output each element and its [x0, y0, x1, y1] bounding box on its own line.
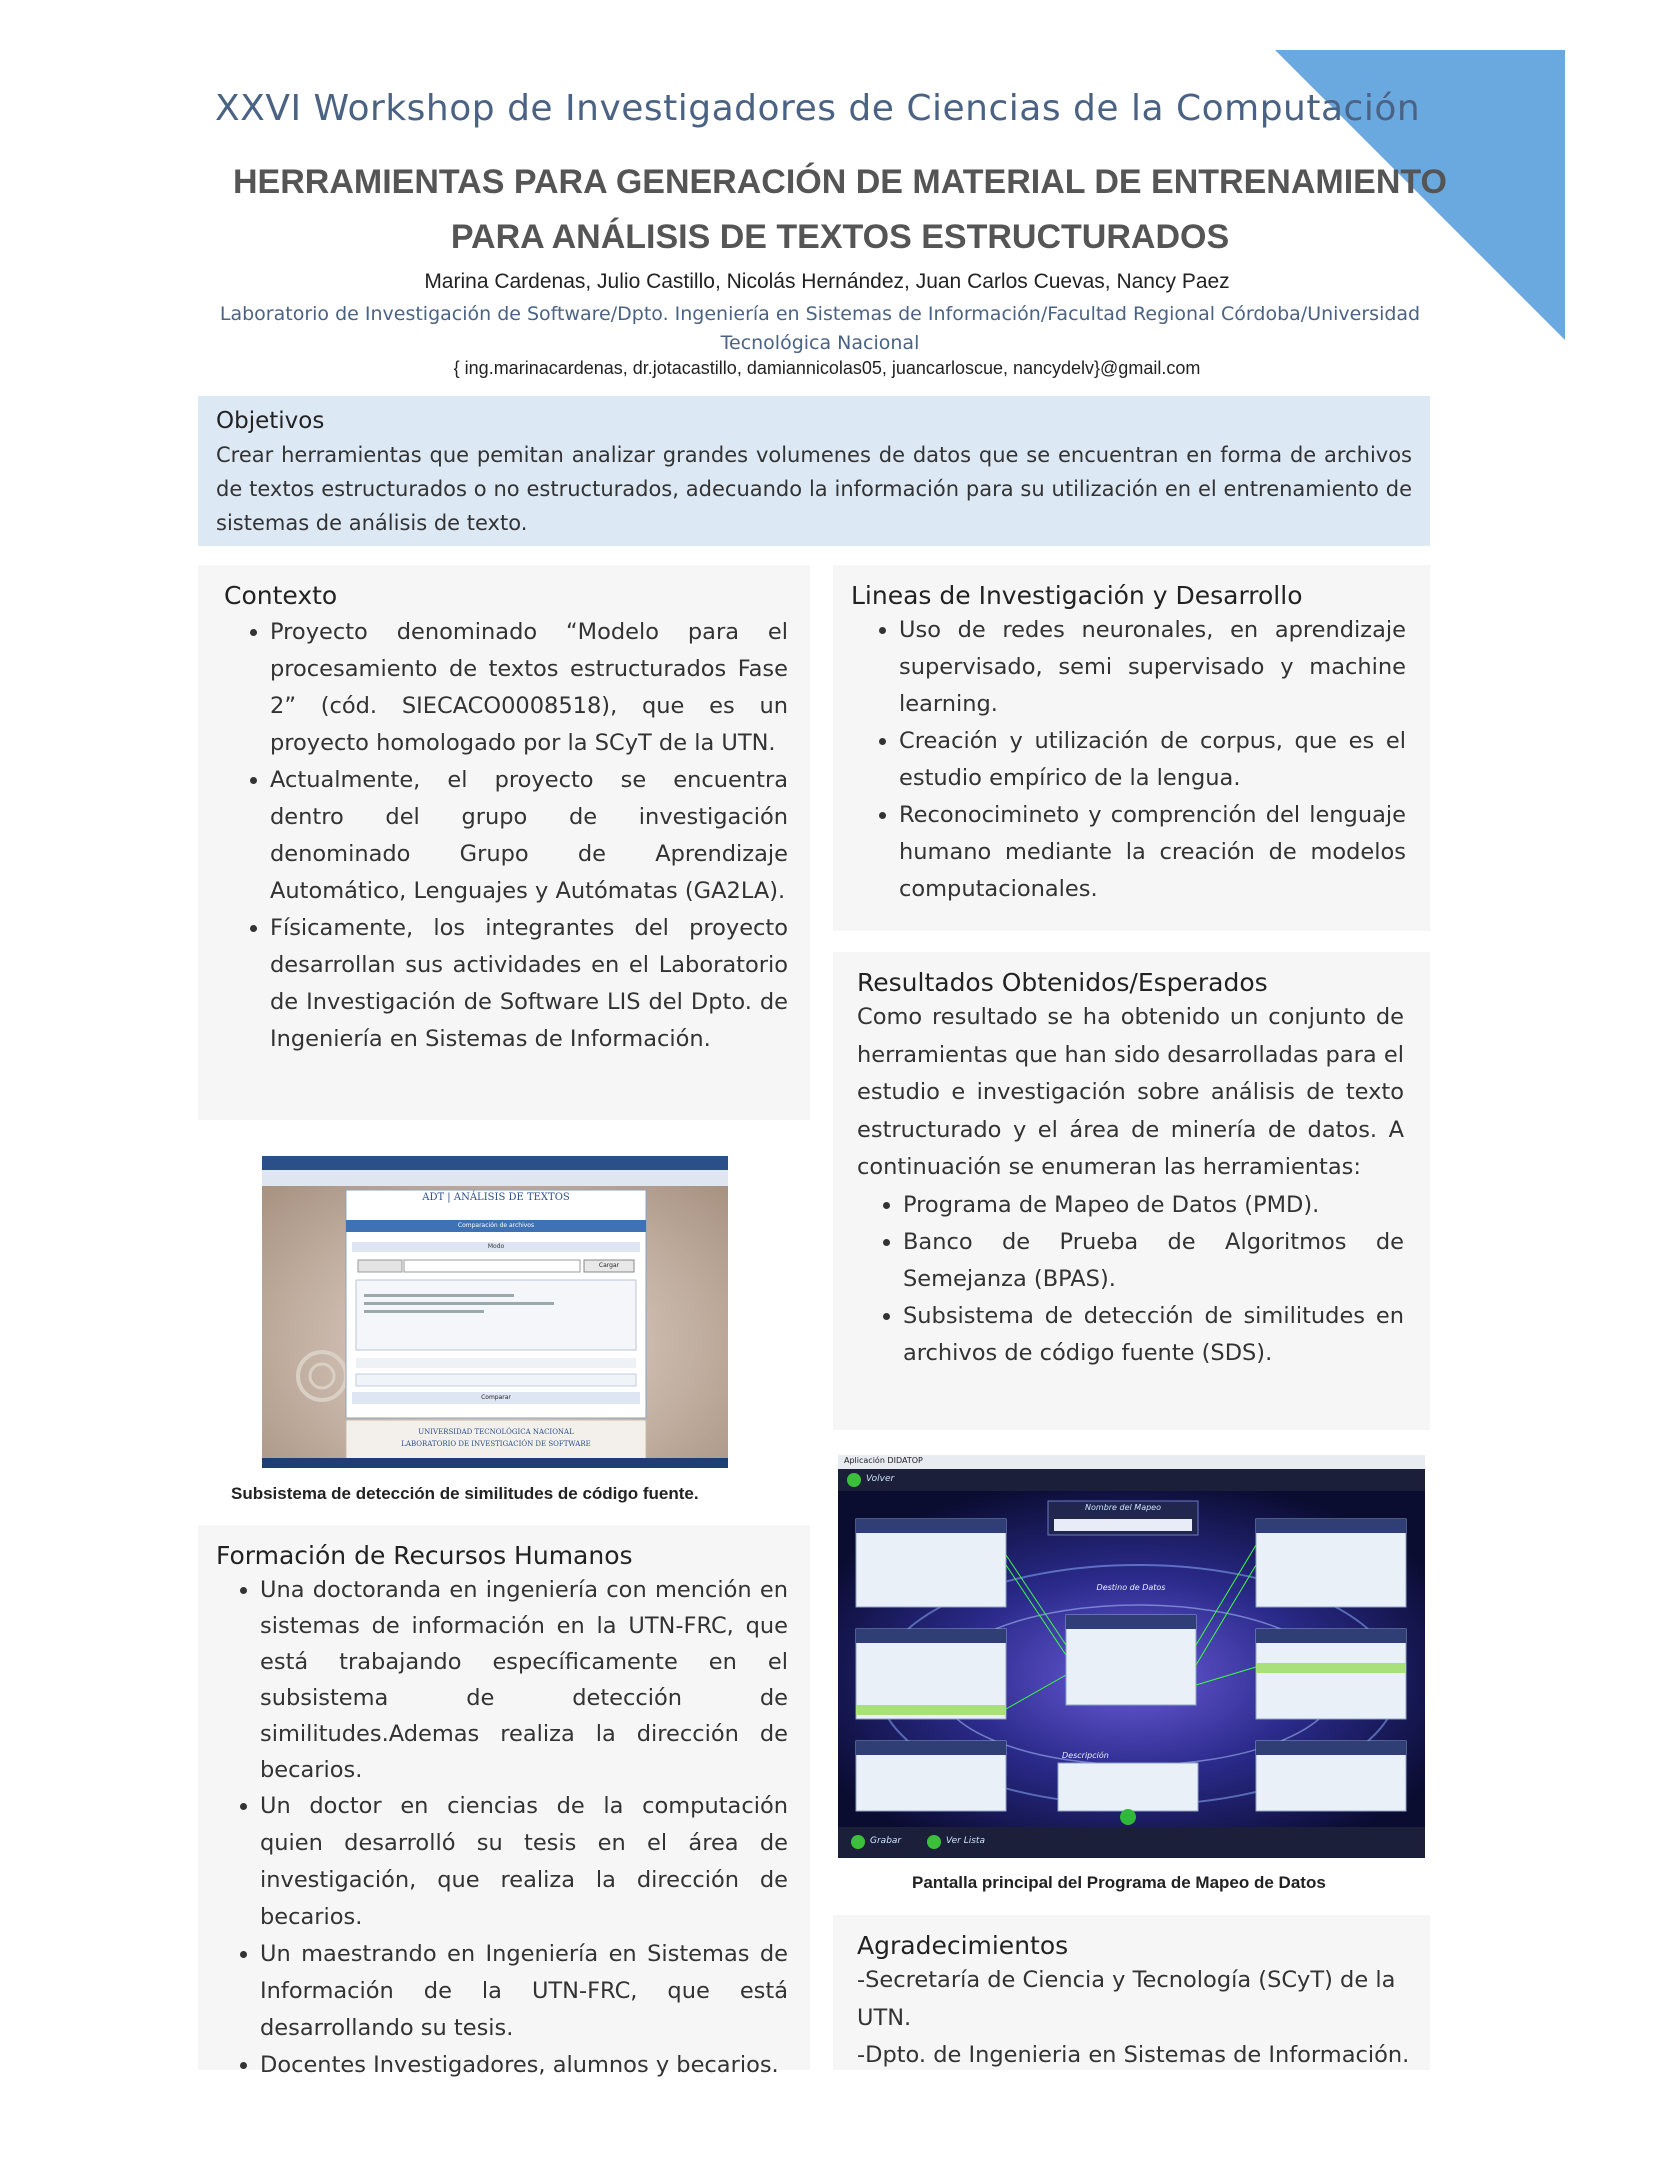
list-item: • Subsistema de detección de similitudes en archivos de código fuente (SDS).: [903, 1298, 1404, 1372]
pmd-save-button[interactable]: Grabar: [870, 1836, 902, 1846]
formacion-heading: Formación de Recursos Humanos: [216, 1541, 633, 1570]
sds-app-title: ADT | ANÁLISIS DE TEXTOS: [422, 1192, 570, 1203]
pmd-window-title: Aplicación DIDATOP: [844, 1456, 923, 1465]
resultados-text: Como resultado se ha obtenido un conjunto de herramientas que han sido desarrolladas para el estudio e investigación sobre análisis de texto estructurado y el área de minería de datos. A continuación se enumeran las herramientas:: [857, 1004, 1404, 1180]
resultados-section: [833, 952, 1430, 1430]
pmd-screenshot-figure: [838, 1455, 1425, 1858]
sds-load-button[interactable]: Cargar: [598, 1262, 620, 1269]
resultados-list: [857, 1187, 1404, 1372]
list-item: • Actualmente, el proyecto se encuentra dentro del grupo de investigación denominado Grupo de Aprendizaje Automático, Lenguajes y Autómatas (GA2LA).: [270, 762, 788, 910]
list-item: • Programa de Mapeo de Datos (PMD).: [903, 1187, 1404, 1224]
lineas-list: [851, 612, 1406, 908]
title-line-1: HERRAMIENTAS PARA GENERACIÓN DE MATERIAL DE ENTRENAMIENTO: [233, 163, 1447, 201]
poster-title: [160, 155, 1520, 265]
pmd-map-name-label: Nombre del Mapeo: [1085, 1503, 1161, 1512]
pmd-back-button[interactable]: Volver: [866, 1474, 895, 1484]
agradecimientos-heading: Agradecimientos: [857, 1931, 1069, 1960]
list-item: • Docentes Investigadores, alumnos y becarios.: [260, 2047, 788, 2084]
lineas-section: [833, 565, 1430, 931]
agradecimientos-line-2: -Dpto. de Ingenieria en Sistemas de Información.: [857, 2042, 1410, 2068]
formacion-section: [198, 1525, 810, 2078]
list-item: • Una doctoranda en ingeniería con mención en sistemas de información en la UTN-FRC, que está trabajando específicamente en el subsistema de detección de similitudes.Ademas realiza la dirección de becarios.: [260, 1572, 788, 1788]
workshop-title: XXVI Workshop de Investigadores de Ciencias de la Computación: [215, 88, 1421, 129]
lineas-heading: Lineas de Investigación y Desarrollo: [851, 581, 1303, 610]
title-line-2: PARA ANÁLISIS DE TEXTOS ESTRUCTURADOS: [450, 218, 1230, 256]
list-item: • Un doctor en ciencias de la computación quien desarrolló su tesis en el área de investigación, que realiza la dirección de becarios.: [260, 1788, 788, 1936]
contexto-section: [198, 565, 810, 1120]
objetivos-text: Crear herramientas que pemitan analizar grandes volumenes de datos que se encuentran en forma de archivos de textos estructurados o no estructurados, adecuando la información para su utilización en el entrenamiento de sistemas de análisis de texto.: [216, 443, 1412, 535]
agradecimientos-line-1: -Secretaría de Ciencia y Tecnología (SCyT) de la UTN.: [857, 1967, 1396, 2031]
objetivos-section: [198, 396, 1430, 546]
formacion-list: [216, 1572, 788, 2084]
affiliation: Laboratorio de Investigación de Software/Dpto. Ingeniería en Sistemas de Información/Facultad Regional Córdoba/Universidad Tecnológica Nacional: [219, 303, 1421, 354]
list-item: • Físicamente, los integrantes del proyecto desarrollan sus actividades en el Laboratorio de Investigación de Software LIS del Dpto. de Ingeniería en Sistemas de Información.: [270, 910, 788, 1058]
pmd-description-label: Descripción: [1062, 1751, 1109, 1760]
list-item: • Banco de Prueba de Algoritmos de Semejanza (BPAS).: [903, 1224, 1404, 1298]
emails: { ing.marinacardenas, dr.jotacastillo, damiannicolas05, juancarloscue, nancydelv}@gmail.com: [453, 358, 1201, 378]
sds-compare-button[interactable]: Comparar: [481, 1394, 511, 1401]
objetivos-heading: Objetivos: [216, 408, 325, 434]
authors: Marina Cardenas, Julio Castillo, Nicolás Hernández, Juan Carlos Cuevas, Nancy Paez: [424, 270, 1230, 293]
list-item: • Uso de redes neuronales, en aprendizaje supervisado, semi supervisado y machine learning.: [899, 612, 1406, 723]
pmd-list-button[interactable]: Ver Lista: [946, 1836, 985, 1846]
sds-mode-label: Modo: [487, 1243, 505, 1250]
contexto-list: [224, 614, 788, 1058]
list-item: • Proyecto denominado “Modelo para el procesamiento de textos estructurados Fase 2” (cód. SIECACO0008518), que es un proyecto homologado por la SCyT de la UTN.: [270, 614, 788, 762]
list-item: • Un maestrando en Ingeniería en Sistemas de Información de la UTN-FRC, que está desarrollando su tesis.: [260, 1936, 788, 2047]
pmd-center-title: Destino de Datos: [1096, 1583, 1166, 1592]
contexto-heading: Contexto: [224, 581, 338, 610]
figure2-caption: Pantalla principal del Programa de Mapeo de Datos: [912, 1873, 1326, 1892]
sds-footer-line-1: UNIVERSIDAD TECNOLÓGICA NACIONAL: [418, 1428, 574, 1436]
sds-subtitle: Comparación de archivos: [457, 1222, 535, 1229]
list-item: • Creación y utilización de corpus, que es el estudio empírico de la lengua.: [899, 723, 1406, 797]
pmd-screenshot-illustration: [838, 1455, 1425, 1858]
list-item: • Reconocimineto y comprención del lenguaje humano mediante la creación de modelos computacionales.: [899, 797, 1406, 908]
figure1-caption: Subsistema de detección de similitudes de código fuente.: [231, 1484, 699, 1503]
sds-screenshot-figure: [262, 1156, 728, 1468]
agradecimientos-section: [833, 1915, 1430, 2070]
resultados-heading: Resultados Obtenidos/Esperados: [857, 968, 1268, 997]
sds-footer-line-2: LABORATORIO DE INVESTIGACIÓN DE SOFTWARE: [401, 1440, 591, 1448]
